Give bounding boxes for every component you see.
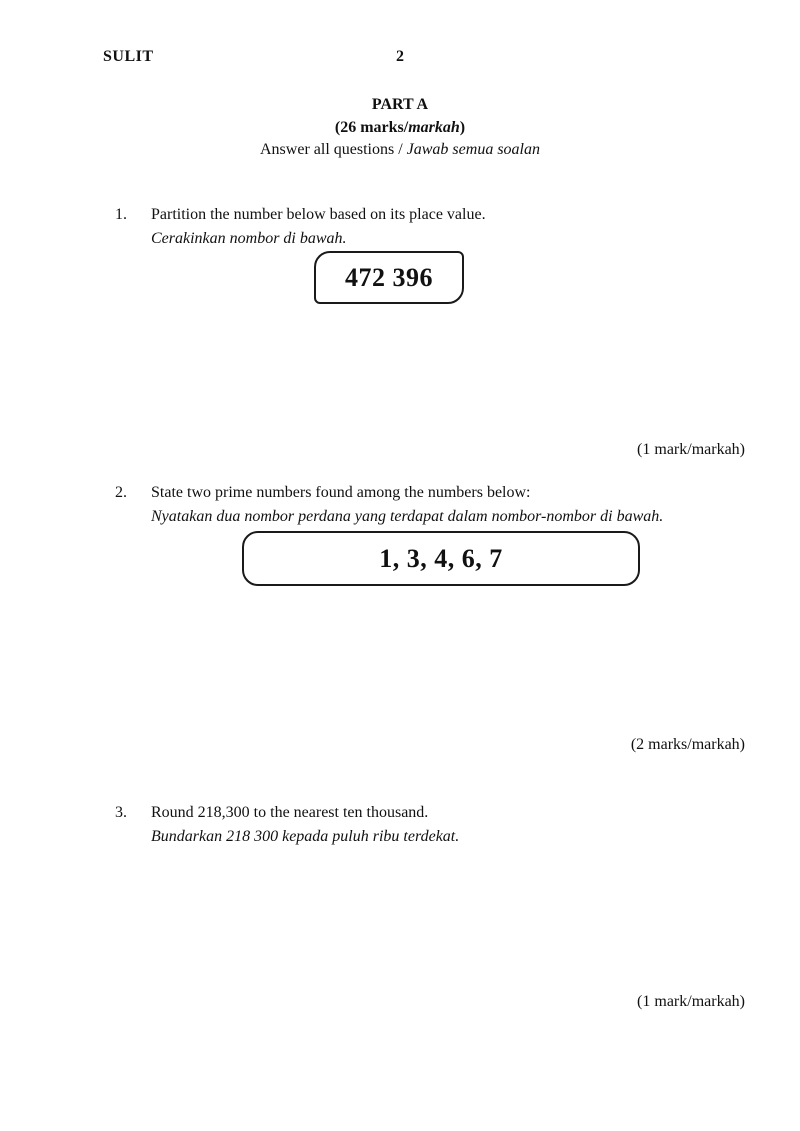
question-1-english: Partition the number below based on its place value. xyxy=(151,206,486,223)
question-2-marks: (2 marks/markah) xyxy=(630,736,745,753)
question-1 xyxy=(115,203,675,251)
question-1-malay: Cerakinkan nombor di bawah. xyxy=(151,230,347,247)
question-2-english: State two prime numbers found among the numbers below: xyxy=(151,484,531,501)
section-marks-suffix: ) xyxy=(459,119,466,136)
section-marks-malay: markah xyxy=(408,119,460,136)
question-2-box-value: 1, 3, 4, 6, 7 xyxy=(379,543,503,573)
question-3-number: 3. xyxy=(115,804,127,821)
question-3-english: Round 218,300 to the nearest ten thousand. xyxy=(151,804,429,821)
instruction-english: Answer all questions / xyxy=(260,141,407,158)
question-1-marks: (1 mark/markah) xyxy=(637,441,745,458)
question-2-number-box xyxy=(242,531,640,586)
question-3-malay: Bundarkan 218 300 kepada puluh ribu terdekat. xyxy=(151,828,460,845)
question-1-box-value: 472 396 xyxy=(345,262,433,292)
question-3-text xyxy=(151,801,675,849)
question-3-marks: (1 mark/markah) xyxy=(637,993,745,1010)
page-number: 2 xyxy=(396,48,404,65)
instruction-malay: Jawab semua soalan xyxy=(406,141,540,158)
question-2-malay: Nyatakan dua nombor perdana yang terdapat dalam nombor-nombor di bawah. xyxy=(151,508,664,525)
section-instruction xyxy=(0,141,800,159)
confidential-label: SULIT xyxy=(103,48,154,65)
question-1-text xyxy=(151,203,675,251)
question-2-text xyxy=(151,481,735,529)
section-total-marks xyxy=(0,119,800,137)
section-title: PART A xyxy=(371,96,429,113)
section-marks-prefix: (26 marks/ xyxy=(334,119,409,136)
question-1-number-box xyxy=(314,251,464,304)
question-2 xyxy=(115,481,735,529)
question-1-number: 1. xyxy=(115,206,127,223)
question-3 xyxy=(115,801,675,849)
question-2-number: 2. xyxy=(115,484,127,501)
